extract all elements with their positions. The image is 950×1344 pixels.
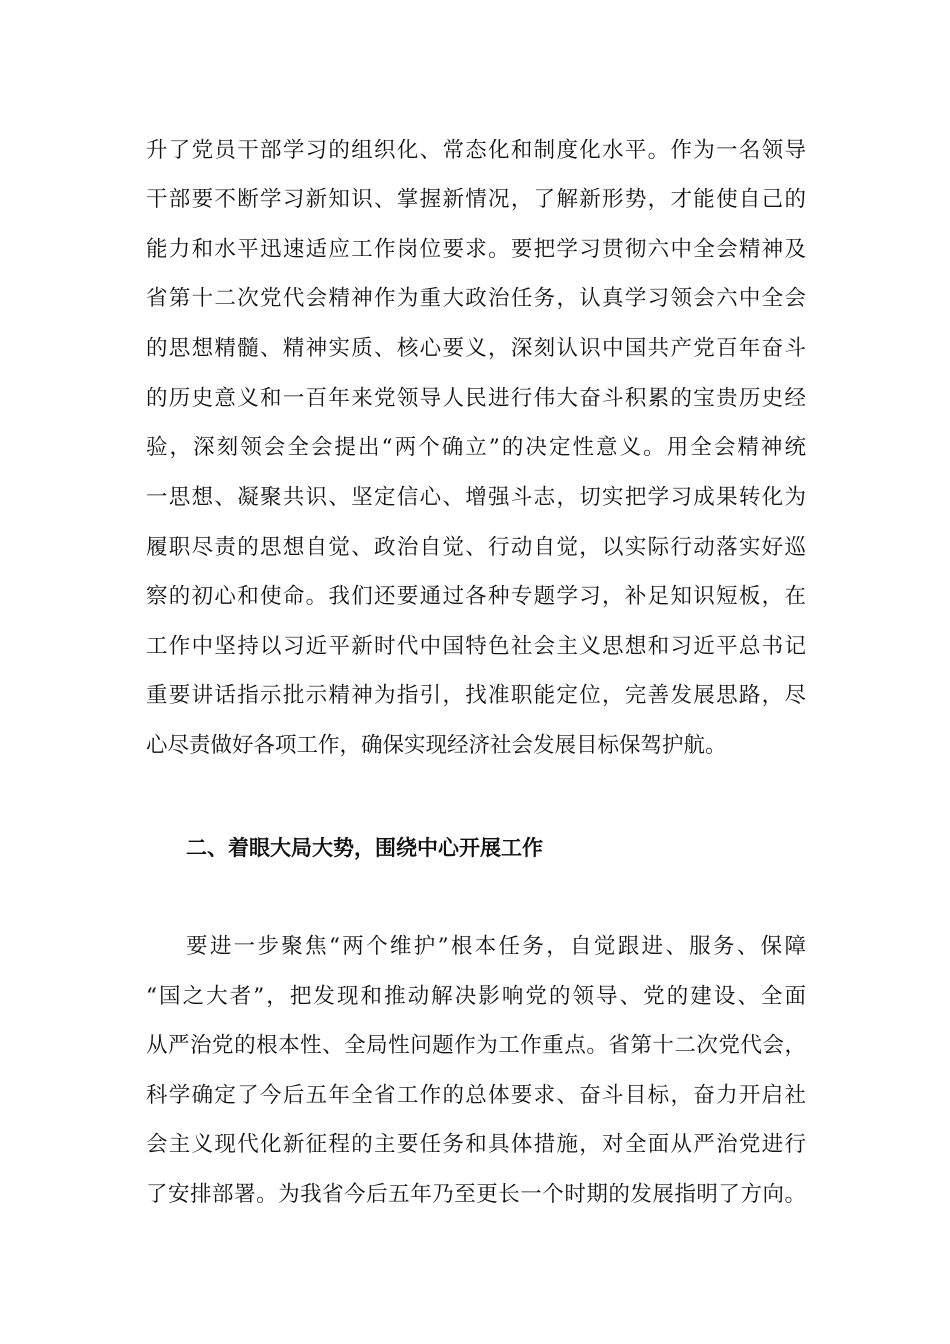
paragraph-2-line-1: 要进一步聚焦“两个维护”根本任务，自觉跟进、服务、保障 [186,934,806,959]
paragraph-2-line-4: 科学确定了今后五年全省工作的总体要求、奋斗目标，奋力开启社 [146,1083,806,1108]
paragraph-1-line-8: 一思想、凝聚共识、坚定信心、增强斗志，切实把学习成果转化为 [146,485,806,510]
paragraph-1-line-11: 工作中坚持以习近平新时代中国特色社会主义思想和习近平总书记 [146,634,806,659]
paragraph-1-line-4: 省第十二次党代会精神作为重大政治任务，认真学习领会六中全会 [146,286,806,311]
paragraph-1-line-2: 干部要不断学习新知识、掌握新情况，了解新形势，才能使自己的 [146,187,806,212]
paragraph-1-line-5: 的思想精髓、精神实质、核心要义，深刻认识中国共产党百年奋斗 [146,336,806,361]
paragraph-2-line-3: 从严治党的根本性、全局性问题作为工作重点。省第十二次党代会， [146,1033,806,1058]
section-heading: 二、着眼大局大势，围绕中心开展工作 [186,836,543,860]
paragraph-2-line-2: “国之大者”，把发现和推动解决影响党的领导、党的建设、全面 [146,984,806,1009]
paragraph-1-line-13: 心尽责做好各项工作，确保实现经济社会发展目标保驾护航。 [146,733,727,758]
paragraph-1-line-6: 的历史意义和一百年来党领导人民进行伟大奋斗积累的宝贵历史经 [146,386,806,411]
paragraph-1-line-7: 验，深刻领会全会提出“两个确立”的决定性意义。用全会精神统 [146,435,806,460]
paragraph-1-line-10: 察的初心和使命。我们还要通过各种专题学习，补足知识短板，在 [146,584,806,609]
paragraph-1-line-12: 重要讲话指示批示精神为指引，找准职能定位，完善发展思路，尽 [146,683,806,708]
paragraph-1-line-9: 履职尽责的思想自觉、政治自觉、行动自觉，以实际行动落实好巡 [146,535,806,560]
paragraph-2-line-5: 会主义现代化新征程的主要任务和具体措施，对全面从严治党进行 [146,1132,806,1157]
paragraph-1-line-1: 升了党员干部学习的组织化、常态化和制度化水平。作为一名领导 [146,138,806,163]
paragraph-1-line-3: 能力和水平迅速适应工作岗位要求。要把学习贯彻六中全会精神及 [146,237,806,262]
paragraph-2-line-6: 了安排部署。为我省今后五年乃至更长一个时期的发展指明了方向。 [146,1182,806,1207]
